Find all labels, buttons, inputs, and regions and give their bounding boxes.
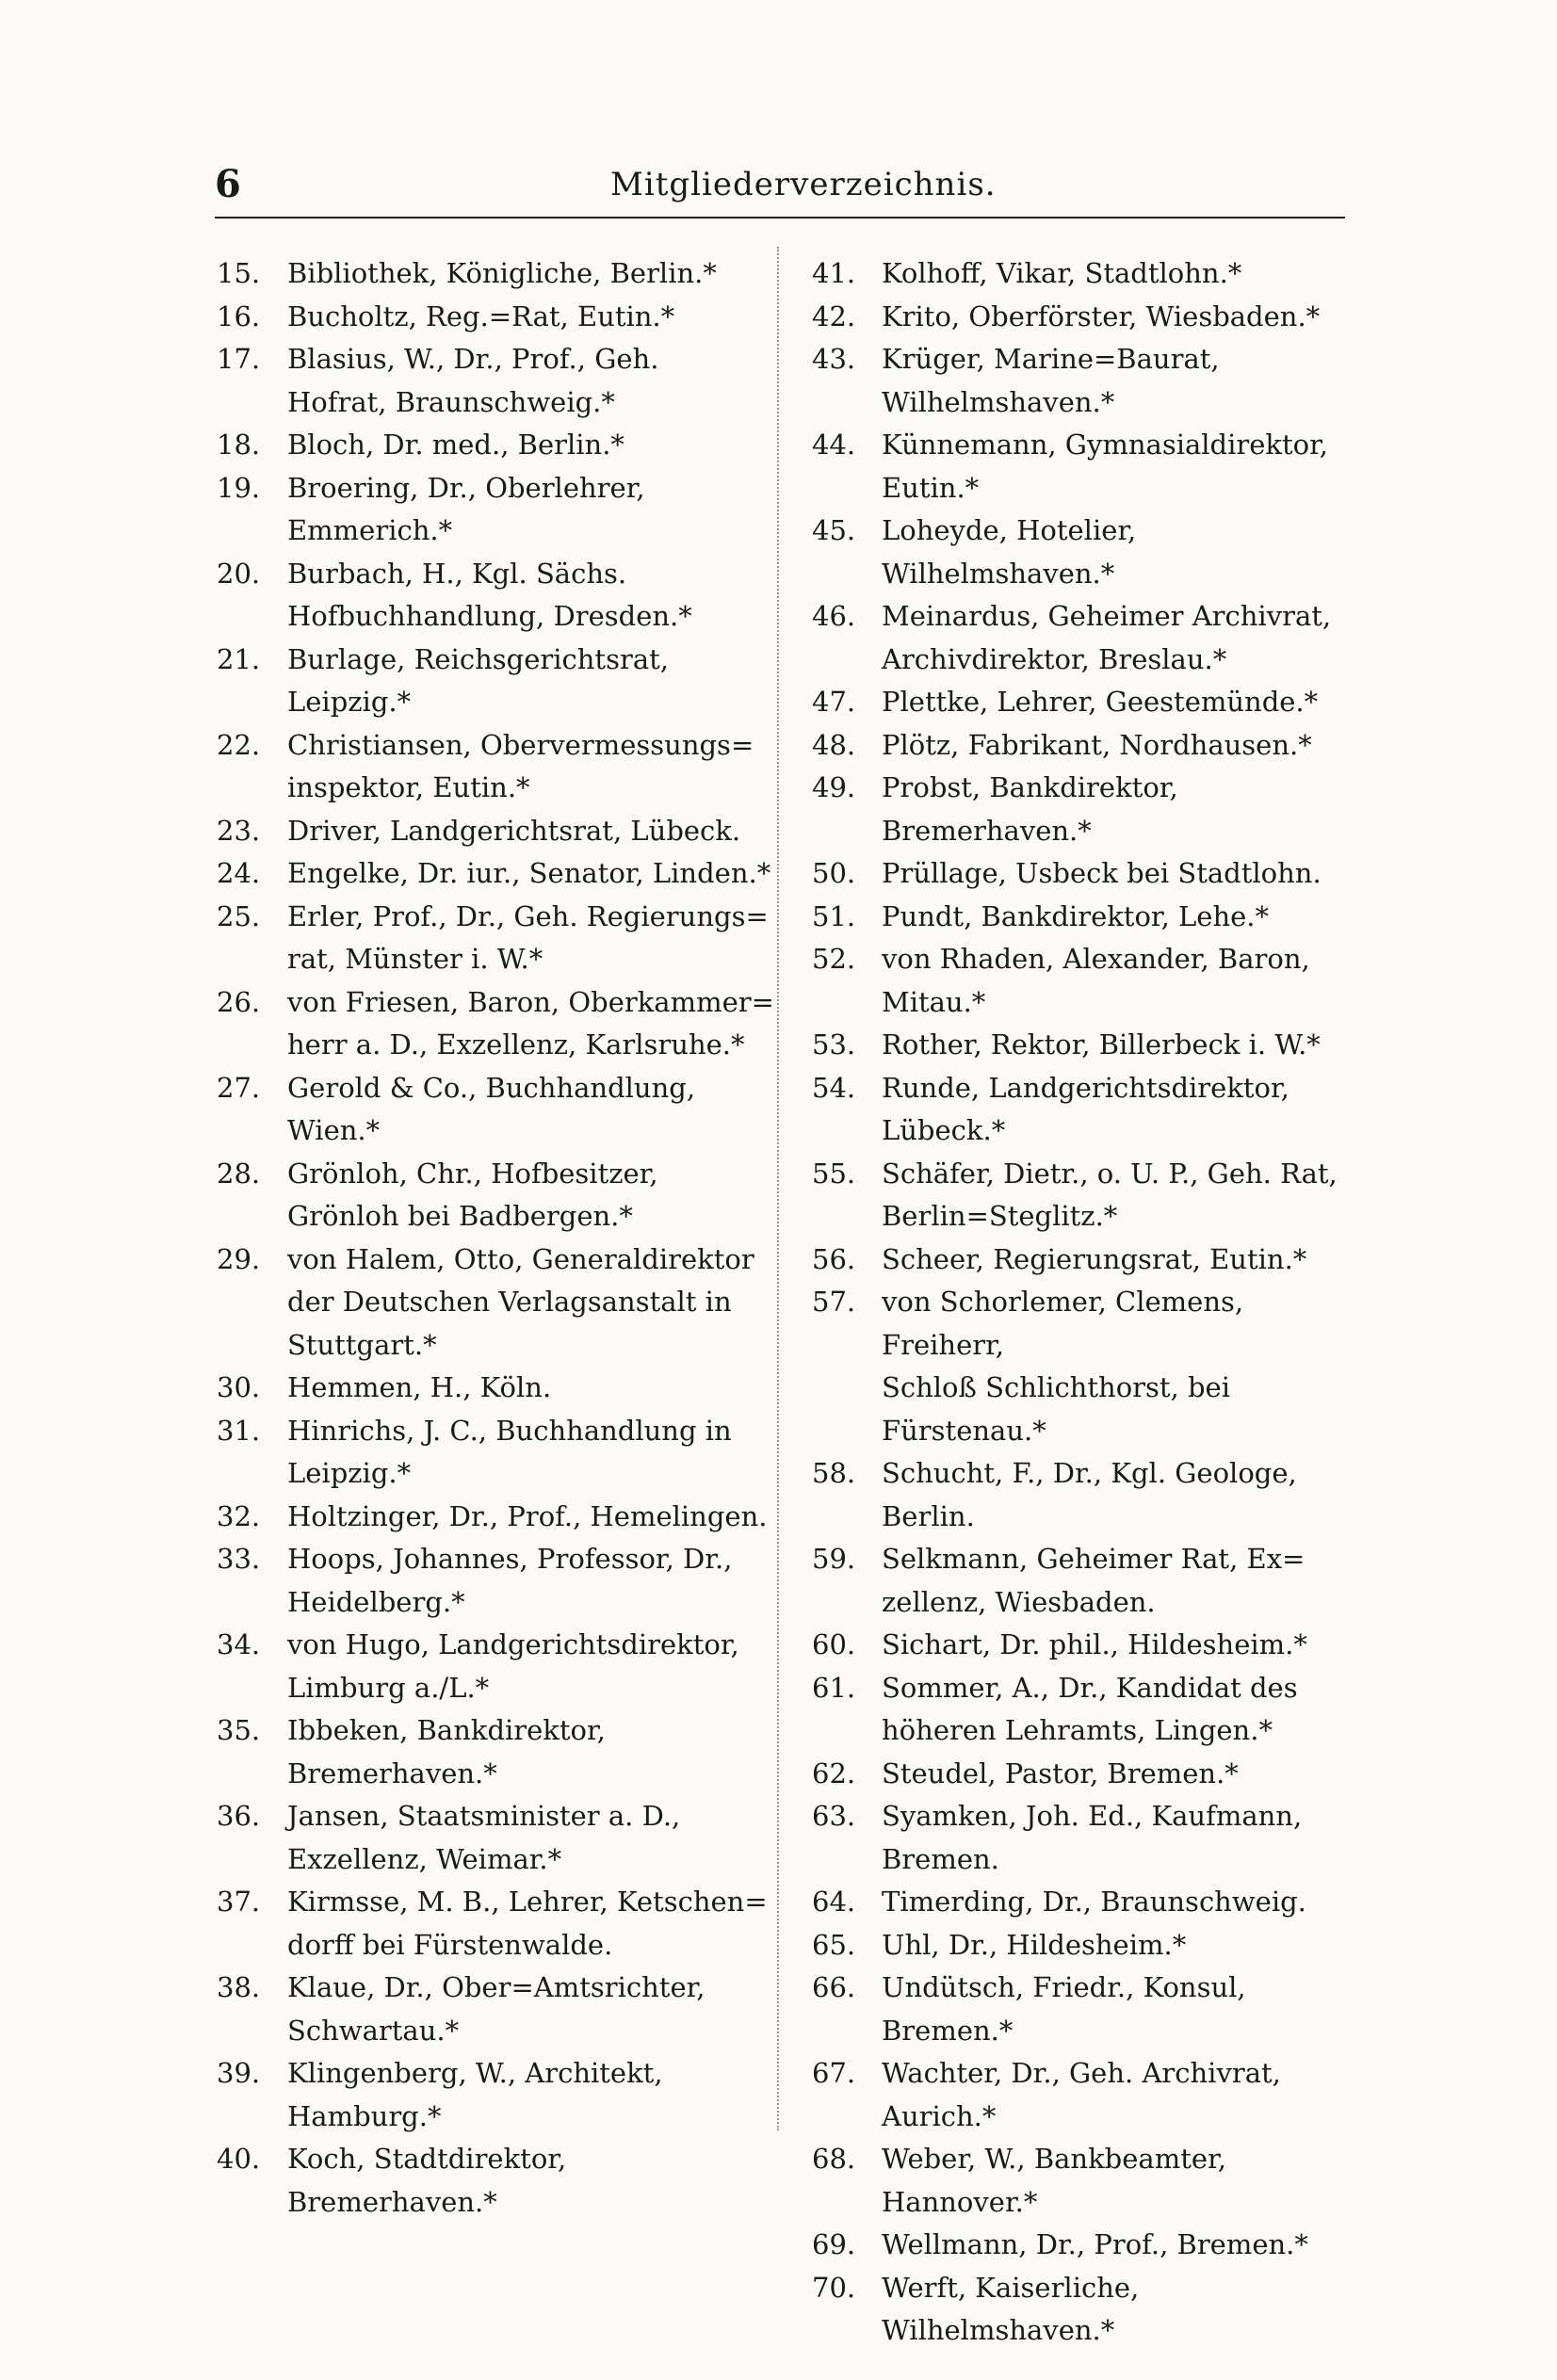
member-entry — [812, 1538, 1358, 1624]
page-number: 6 — [215, 162, 241, 206]
entry-line: Wilhelmshaven.* — [882, 385, 1115, 418]
entry-line: Driver, Landgerichtsrat, Lübeck. — [287, 814, 741, 847]
member-entry — [812, 724, 1358, 768]
entry-line: Runde, Landgerichtsdirektor, — [882, 1071, 1289, 1104]
entry-line: Erler, Prof., Dr., Geh. Regierungs= — [287, 899, 769, 932]
entry-line: Wachter, Dr., Geh. Archivrat, — [882, 2057, 1281, 2089]
member-entry — [812, 1967, 1358, 2052]
page-header — [215, 162, 1345, 219]
member-entry — [217, 1624, 782, 1709]
entry-line: Burbach, H., Kgl. Sächs. — [287, 557, 627, 590]
member-entry — [812, 296, 1358, 339]
entry-line: Meinardus, Geheimer Archivrat, — [882, 600, 1332, 632]
entry-number: 35. — [217, 1714, 261, 1746]
entry-line: Hemmen, H., Köln. — [287, 1371, 552, 1403]
entry-line: Berlin=Steglitz.* — [882, 1200, 1118, 1232]
entry-number: 64. — [812, 1886, 856, 1918]
entry-number: 30. — [217, 1371, 261, 1403]
entry-number: 17. — [217, 343, 261, 375]
member-entry — [812, 338, 1358, 424]
entry-number: 66. — [812, 1971, 856, 2003]
member-entry — [217, 1538, 782, 1624]
entry-number: 47. — [812, 686, 856, 718]
entry-number: 65. — [812, 1928, 856, 1961]
member-entry — [217, 2052, 782, 2138]
entry-line: Bremerhaven.* — [287, 1757, 497, 1789]
entry-line: Undütsch, Friedr., Konsul, Bremen.* — [882, 1971, 1246, 2047]
entry-number: 38. — [217, 1971, 261, 2003]
entry-line: von Schorlemer, Clemens, Freiherr, — [882, 1286, 1244, 1361]
entry-line: Exzellenz, Weimar.* — [287, 1842, 562, 1875]
entry-number: 54. — [812, 1071, 856, 1104]
member-entry — [217, 639, 782, 724]
entry-line: Blasius, W., Dr., Prof., Geh. — [287, 343, 659, 375]
entry-line: Leipzig.* — [287, 1457, 412, 1489]
entry-line: Schloß Schlichthorst, bei — [882, 1371, 1230, 1403]
entry-line: Uhl, Dr., Hildesheim.* — [882, 1928, 1187, 1961]
entry-line: Scheer, Regierungsrat, Eutin.* — [882, 1242, 1307, 1275]
entry-line: Koch, Stadtdirektor, Bremerhaven.* — [287, 2143, 567, 2218]
entry-line: Schwartau.* — [287, 2014, 460, 2047]
entry-number: 15. — [217, 257, 261, 289]
entry-number: 34. — [217, 1628, 261, 1660]
member-entry — [217, 1239, 782, 1368]
member-entry — [812, 2267, 1358, 2353]
entry-number: 26. — [217, 985, 261, 1018]
entry-number: 53. — [812, 1028, 856, 1060]
entry-line: Werft, Kaiserliche, Wilhelmshaven.* — [882, 2271, 1140, 2346]
entry-line: Lübeck.* — [882, 1114, 1006, 1146]
member-entry — [812, 510, 1358, 595]
member-entry — [812, 2224, 1358, 2267]
entry-number: 70. — [812, 2271, 856, 2304]
entry-number: 27. — [217, 1071, 261, 1104]
member-entry — [812, 1239, 1358, 1282]
entry-line: Pundt, Bankdirektor, Lehe.* — [882, 899, 1270, 932]
header-rule — [215, 217, 1345, 219]
entry-line: von Halem, Otto, Generaldirektor — [287, 1242, 754, 1275]
member-entry — [812, 2052, 1358, 2138]
entry-line: inspektor, Eutin.* — [287, 771, 530, 803]
entry-line: von Rhaden, Alexander, Baron, — [882, 943, 1310, 975]
entry-number: 43. — [812, 343, 856, 375]
entry-line: Krito, Oberförster, Wiesbaden.* — [882, 300, 1321, 332]
entry-line: Heidelberg.* — [287, 1585, 465, 1618]
entry-number: 33. — [217, 1543, 261, 1575]
entry-line: Syamken, Joh. Ed., Kaufmann, — [882, 1800, 1303, 1832]
entry-line: Engelke, Dr. iur., Senator, Linden.* — [287, 857, 771, 889]
member-entry — [217, 424, 782, 467]
entry-number: 22. — [217, 728, 261, 761]
entry-line: Grönloh, Chr., Hofbesitzer, — [287, 1157, 658, 1190]
member-entry — [217, 1367, 782, 1410]
entry-line: Bibliothek, Königliche, Berlin.* — [287, 257, 717, 289]
entry-line: dorff bei Fürstenwalde. — [287, 1928, 613, 1961]
entry-line: Grönloh bei Badbergen.* — [287, 1200, 633, 1232]
entry-line: höheren Lehramts, Lingen.* — [882, 1714, 1273, 1746]
entry-number: 55. — [812, 1157, 856, 1190]
entry-line: Gerold & Co., Buchhandlung, Wien.* — [287, 1071, 696, 1146]
right-column — [812, 252, 1358, 2353]
entry-number: 61. — [812, 1671, 856, 1704]
entry-line: von Friesen, Baron, Oberkammer= — [287, 985, 774, 1018]
entry-number: 32. — [217, 1499, 261, 1532]
entry-line: Stuttgart.* — [287, 1328, 437, 1361]
entry-line: Christiansen, Obervermessungs= — [287, 728, 754, 761]
entry-number: 36. — [217, 1800, 261, 1832]
member-entry — [217, 1410, 782, 1496]
entry-number: 68. — [812, 2143, 856, 2175]
member-entry — [812, 1624, 1358, 1667]
member-entry — [812, 767, 1358, 852]
member-entry — [217, 553, 782, 639]
member-entry — [812, 1153, 1358, 1239]
entry-number: 28. — [217, 1157, 261, 1190]
member-entry — [217, 1153, 782, 1239]
member-entry — [217, 981, 782, 1067]
member-entry — [217, 1881, 782, 1967]
member-entry — [812, 852, 1358, 896]
entry-number: 56. — [812, 1242, 856, 1275]
entry-number: 69. — [812, 2228, 856, 2260]
entry-line: Aurich.* — [882, 2099, 997, 2132]
member-entry — [812, 896, 1358, 939]
entry-line: Bloch, Dr. med., Berlin.* — [287, 429, 624, 461]
entry-line: Sommer, A., Dr., Kandidat des — [882, 1671, 1298, 1704]
entry-line: Hoops, Johannes, Professor, Dr., — [287, 1543, 733, 1575]
member-entry — [812, 1667, 1358, 1753]
entry-number: 59. — [812, 1543, 856, 1575]
entry-line: Sichart, Dr. phil., Hildesheim.* — [882, 1628, 1307, 1660]
member-entry — [217, 1496, 782, 1539]
entry-line: Hannover.* — [882, 2185, 1038, 2218]
entry-line: Probst, Bankdirektor, Bremerhaven.* — [882, 771, 1178, 847]
entry-line: Klaue, Dr., Ober=Amtsrichter, — [287, 1971, 706, 2003]
entry-line: Broering, Dr., Oberlehrer, — [287, 471, 645, 504]
member-entry — [812, 424, 1358, 510]
entry-number: 20. — [217, 557, 261, 590]
entry-number: 18. — [217, 429, 261, 461]
entry-number: 24. — [217, 857, 261, 889]
left-column — [217, 252, 782, 2224]
member-entry — [217, 1067, 782, 1153]
entry-line: Prüllage, Usbeck bei Stadtlohn. — [882, 857, 1322, 889]
member-entry — [812, 938, 1358, 1024]
entry-line: Bremen. — [882, 1842, 999, 1875]
entry-number: 57. — [812, 1286, 856, 1318]
entry-number: 40. — [217, 2143, 261, 2175]
entry-line: Rother, Rektor, Billerbeck i. W.* — [882, 1028, 1321, 1060]
member-entry — [217, 852, 782, 896]
entry-line: Weber, W., Bankbeamter, — [882, 2143, 1226, 2175]
member-entry — [812, 1881, 1358, 1924]
entry-number: 37. — [217, 1886, 261, 1918]
entry-number: 58. — [812, 1457, 856, 1489]
entry-line: Limburg a./L.* — [287, 1671, 490, 1704]
entry-number: 23. — [217, 814, 261, 847]
entry-line: Kolhoff, Vikar, Stadtlohn.* — [882, 257, 1242, 289]
member-entry — [812, 1924, 1358, 1967]
entry-number: 39. — [217, 2057, 261, 2089]
member-entry — [812, 1281, 1358, 1452]
entry-number: 62. — [812, 1757, 856, 1789]
entry-number: 41. — [812, 257, 856, 289]
entry-line: Hofrat, Braunschweig.* — [287, 385, 615, 418]
entry-line: Mitau.* — [882, 985, 986, 1018]
member-entry — [812, 1452, 1358, 1538]
entry-number: 60. — [812, 1628, 856, 1660]
entry-number: 45. — [812, 514, 856, 546]
member-entry — [812, 1067, 1358, 1153]
member-entry — [812, 1795, 1358, 1881]
entry-line: Kirmsse, M. B., Lehrer, Ketschen= — [287, 1886, 768, 1918]
entry-number: 31. — [217, 1414, 261, 1447]
entry-line: rat, Münster i. W.* — [287, 943, 543, 975]
entry-number: 52. — [812, 943, 856, 975]
entry-line: Loheyde, Hotelier, Wilhelmshaven.* — [882, 514, 1137, 590]
member-entry — [812, 681, 1358, 724]
entry-line: Krüger, Marine=Baurat, — [882, 343, 1220, 375]
member-entry — [217, 810, 782, 853]
member-entry — [217, 252, 782, 296]
entry-line: Wellmann, Dr., Prof., Bremen.* — [882, 2228, 1308, 2260]
member-entry — [812, 252, 1358, 296]
entry-line: Steudel, Pastor, Bremen.* — [882, 1757, 1239, 1789]
entry-number: 21. — [217, 642, 261, 675]
entry-line: Timerding, Dr., Braunschweig. — [882, 1886, 1306, 1918]
entry-number: 46. — [812, 600, 856, 632]
member-entry — [217, 1795, 782, 1881]
entry-number: 25. — [217, 899, 261, 932]
entry-number: 50. — [812, 857, 856, 889]
member-entry — [217, 1709, 782, 1795]
entry-line: Fürstenau.* — [882, 1414, 1046, 1447]
member-entry — [812, 595, 1358, 681]
entry-line: Jansen, Staatsminister a. D., — [287, 1800, 681, 1832]
entry-line: Emmerich.* — [287, 514, 453, 546]
entry-line: Bucholtz, Reg.=Rat, Eutin.* — [287, 300, 675, 332]
entry-number: 67. — [812, 2057, 856, 2089]
entry-line: zellenz, Wiesbaden. — [882, 1585, 1156, 1618]
entry-line: Eutin.* — [882, 471, 980, 504]
entry-line: Burlage, Reichsgerichtsrat, Leipzig.* — [287, 642, 669, 718]
entry-number: 42. — [812, 300, 856, 332]
entry-number: 16. — [217, 300, 261, 332]
entry-line: Ibbeken, Bankdirektor, — [287, 1714, 606, 1746]
member-entry — [217, 724, 782, 810]
member-entry — [217, 296, 782, 339]
entry-number: 19. — [217, 471, 261, 504]
entry-line: Hinrichs, J. C., Buchhandlung in — [287, 1414, 732, 1447]
entry-line: Selkmann, Geheimer Rat, Ex= — [882, 1543, 1306, 1575]
member-entry — [217, 2138, 782, 2224]
entry-number: 51. — [812, 899, 856, 932]
entry-line: Hofbuchhandlung, Dresden.* — [287, 600, 692, 632]
entry-line: der Deutschen Verlagsanstalt in — [287, 1286, 732, 1318]
entry-line: Hamburg.* — [287, 2099, 442, 2132]
member-entry — [217, 338, 782, 424]
entry-line: Künnemann, Gymnasialdirektor, — [882, 429, 1328, 461]
entry-line: Holtzinger, Dr., Prof., Hemelingen. — [287, 1499, 768, 1532]
entry-line: herr a. D., Exzellenz, Karlsruhe.* — [287, 1028, 745, 1060]
entry-line: von Hugo, Landgerichtsdirektor, — [287, 1628, 739, 1660]
member-entry — [812, 1024, 1358, 1067]
entry-line: Plettke, Lehrer, Geestemünde.* — [882, 686, 1319, 718]
member-entry — [217, 1967, 782, 2052]
member-entry — [217, 467, 782, 553]
entry-number: 48. — [812, 728, 856, 761]
member-entry — [812, 2138, 1358, 2224]
entry-number: 63. — [812, 1800, 856, 1832]
running-head: Mitgliederverzeichnis. — [610, 166, 997, 203]
entry-line: Plötz, Fabrikant, Nordhausen.* — [882, 728, 1312, 761]
entry-number: 29. — [217, 1242, 261, 1275]
entry-line: Schucht, F., Dr., Kgl. Geologe, Berlin. — [882, 1457, 1297, 1532]
member-entry — [812, 1753, 1358, 1796]
entry-line: Klingenberg, W., Architekt, — [287, 2057, 663, 2089]
entry-line: Archivdirektor, Breslau.* — [882, 642, 1227, 675]
entry-number: 49. — [812, 771, 856, 803]
entry-number: 44. — [812, 429, 856, 461]
entry-line: Schäfer, Dietr., o. U. P., Geh. Rat, — [882, 1157, 1338, 1190]
member-entry — [217, 896, 782, 981]
